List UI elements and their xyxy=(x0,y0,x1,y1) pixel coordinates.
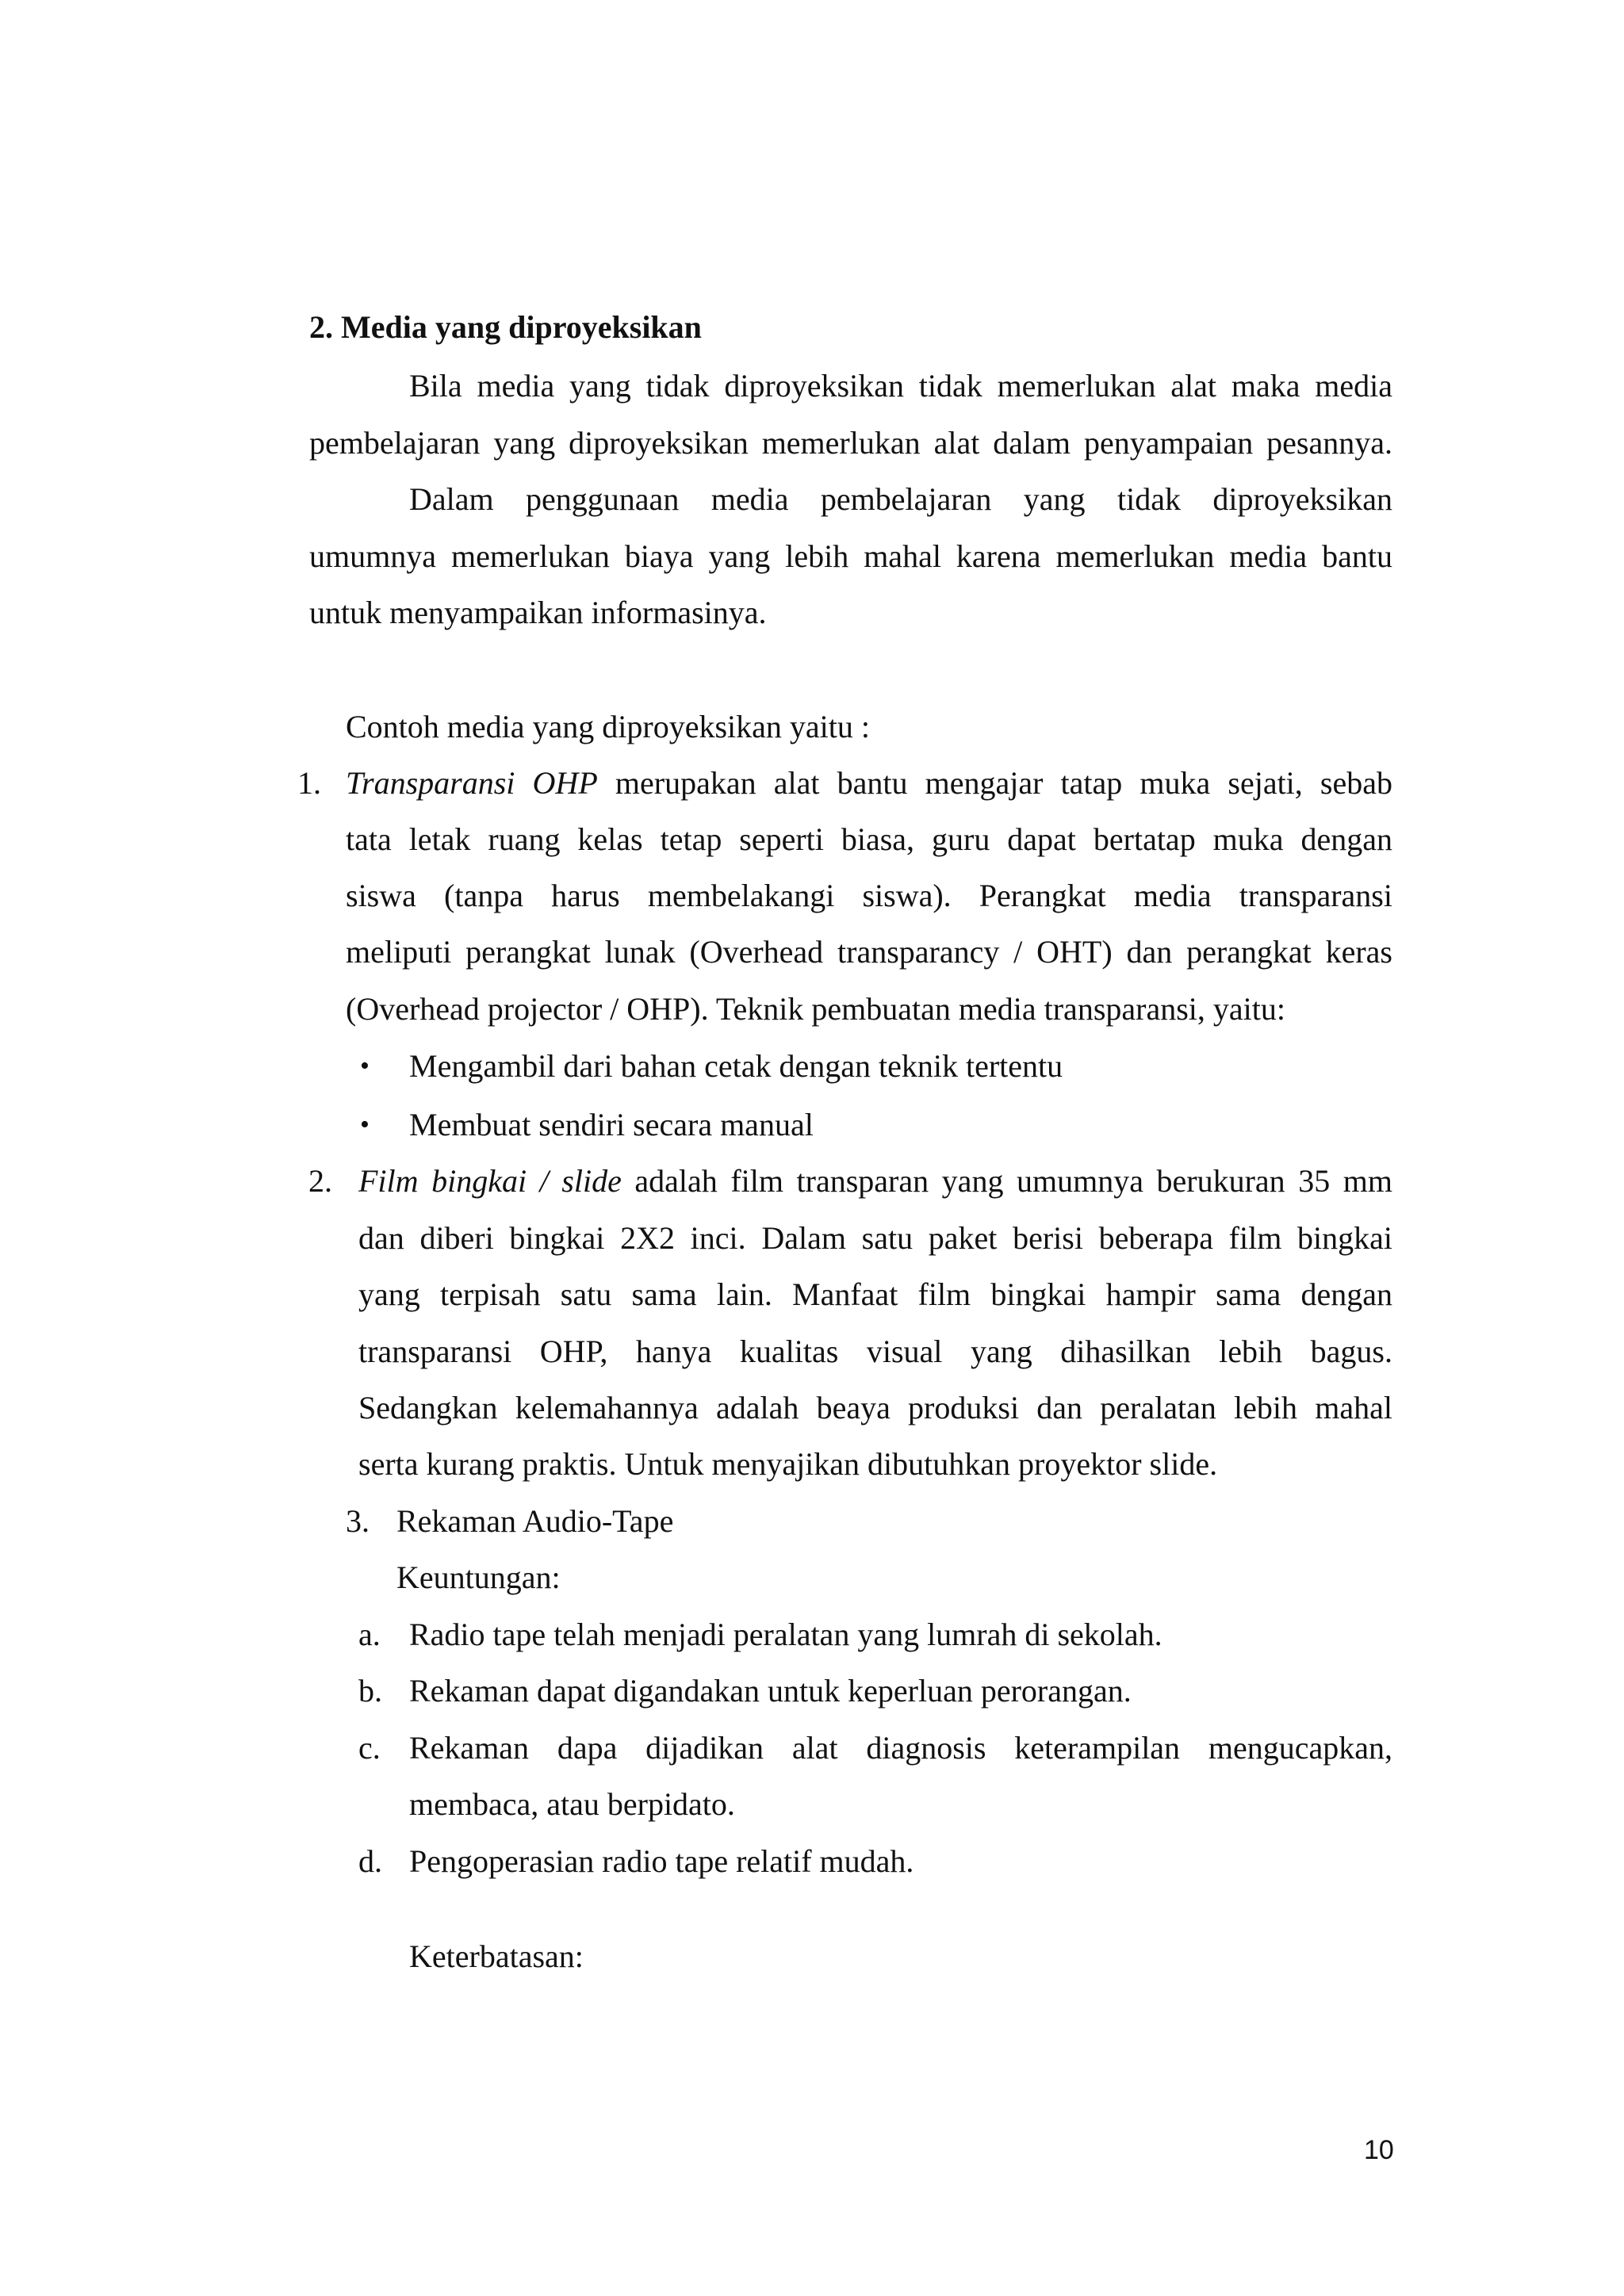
item-1-line-1-rest: merupakan alat bantu mengajar tatap muka sejati, sebab xyxy=(597,765,1393,801)
item-2-line-1-rest: adalah film transparan yang umumnya berukuran 35 mm xyxy=(621,1163,1393,1199)
advantages-label: Keuntungan: xyxy=(396,1559,561,1595)
item-2-line-2: dan diberi bingkai 2X2 inci. Dalam satu paket berisi beberapa film bingkai xyxy=(358,1220,1392,1256)
examples-intro: Contoh media yang diproyeksikan yaitu : xyxy=(346,709,870,744)
item-2-line-6: serta kurang praktis. Untuk menyajikan dibutuhkan proyektor slide. xyxy=(358,1446,1218,1482)
intro-p1-line-2: pembelajaran yang diproyeksikan memerlukan alat dalam penyampaian pesannya. xyxy=(309,425,1392,461)
intro-p1-line-1: Bila media yang tidak diproyeksikan tidak memerlukan alat maka media xyxy=(409,368,1392,404)
intro-p2-line-1: Dalam penggunaan media pembelajaran yang tidak diproyeksikan xyxy=(409,481,1392,517)
item-1-term: Transparansi OHP xyxy=(346,765,598,801)
item-2-term: Film bingkai / slide xyxy=(358,1163,622,1199)
item-1-bullet-2: Membuat sendiri secara manual xyxy=(409,1107,814,1142)
item-2-line-1 xyxy=(358,1161,1392,1201)
advantage-c-text-line-1: Rekaman dapa dijadikan alat diagnosis keterampilan mengucapkan, xyxy=(409,1730,1392,1766)
limitations-label: Keterbatasan: xyxy=(409,1938,584,1974)
item-2-line-3: yang terpisah satu sama lain. Manfaat film bingkai hampir sama dengan xyxy=(358,1276,1392,1312)
intro-p2-line-2: umumnya memerlukan biaya yang lebih mahal karena memerlukan media bantu xyxy=(309,538,1392,574)
advantage-a-letter: a. xyxy=(358,1617,381,1652)
item-2-number: 2. xyxy=(308,1163,332,1199)
item-1-line-1 xyxy=(346,763,1392,803)
intro-p2-line-3: untuk menyampaikan informasinya. xyxy=(309,595,767,630)
advantage-c-letter: c. xyxy=(358,1730,381,1766)
advantage-d-text: Pengoperasian radio tape relatif mudah. xyxy=(409,1843,914,1879)
item-2-line-4: transparansi OHP, hanya kualitas visual yang dihasilkan lebih bagus. xyxy=(358,1334,1392,1369)
bullet-icon: • xyxy=(360,1051,370,1081)
page-number: 10 xyxy=(1364,2135,1394,2165)
item-1-line-4: meliputi perangkat lunak (Overhead transparancy / OHT) dan perangkat keras xyxy=(346,934,1392,970)
item-1-line-5: (Overhead projector / OHP). Teknik pembuatan media transparansi, yaitu: xyxy=(346,991,1285,1027)
advantage-b-text: Rekaman dapat digandakan untuk keperluan perorangan. xyxy=(409,1673,1132,1709)
advantage-d-letter: d. xyxy=(358,1843,382,1879)
item-3-number: 3. xyxy=(346,1503,370,1539)
item-1-line-2: tata letak ruang kelas tetap seperti biasa, guru dapat bertatap muka dengan xyxy=(346,821,1392,857)
advantage-c-text-line-2: membaca, atau berpidato. xyxy=(409,1786,735,1822)
item-1-line-3: siswa (tanpa harus membelakangi siswa). Perangkat media transparansi xyxy=(346,878,1392,913)
item-1-bullet-1: Mengambil dari bahan cetak dengan teknik tertentu xyxy=(409,1048,1063,1084)
section-heading: 2. Media yang diproyeksikan xyxy=(309,309,702,345)
item-1-number: 1. xyxy=(297,765,321,801)
item-2-line-5: Sedangkan kelemahannya adalah beaya produksi dan peralatan lebih mahal xyxy=(358,1390,1392,1425)
advantage-b-letter: b. xyxy=(358,1673,382,1709)
bullet-icon: • xyxy=(360,1110,370,1139)
advantage-a-text: Radio tape telah menjadi peralatan yang lumrah di sekolah. xyxy=(409,1617,1162,1652)
item-3-title: Rekaman Audio-Tape xyxy=(396,1503,674,1539)
